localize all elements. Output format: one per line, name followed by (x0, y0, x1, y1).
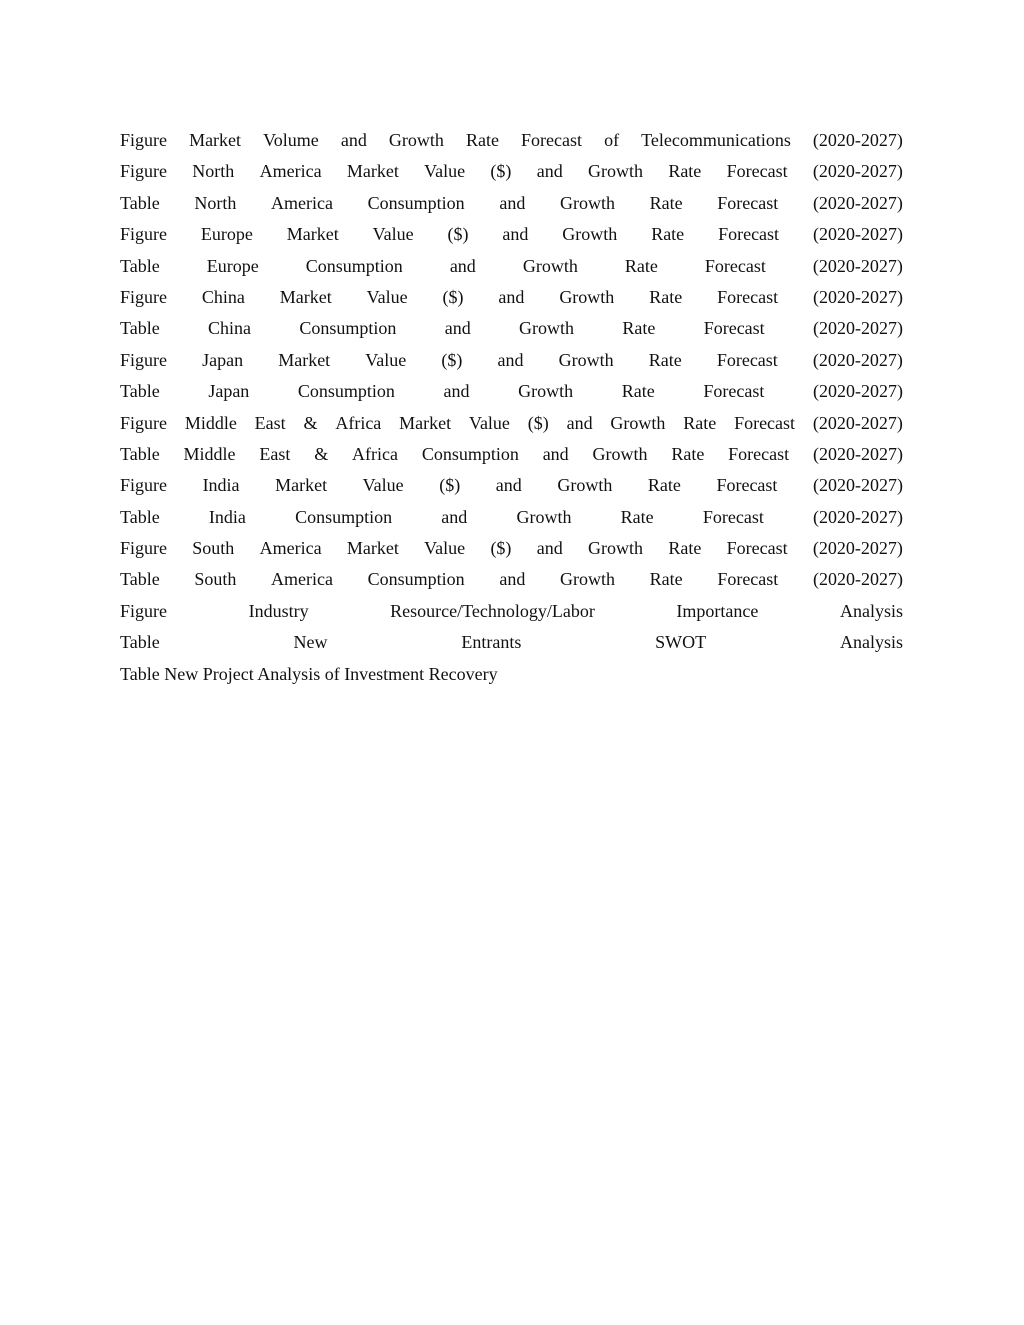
word: Table (120, 318, 160, 339)
word: Market (399, 412, 452, 433)
word: (2020-2027) (812, 569, 903, 590)
word: Figure (120, 161, 167, 182)
word: and (444, 318, 471, 339)
word: (2020-2027) (812, 381, 903, 402)
word: Rate (648, 349, 682, 370)
word: Market (346, 538, 399, 559)
list-item (120, 156, 903, 187)
word: Rate (621, 381, 655, 402)
word: Value (424, 538, 466, 559)
list-item (120, 219, 903, 250)
list-item (120, 470, 903, 501)
word: China (208, 318, 252, 339)
word: Entrants (461, 632, 522, 653)
word: Figure (120, 224, 167, 245)
word: Market (279, 286, 332, 307)
word: and (449, 255, 476, 276)
word: Europe (200, 224, 253, 245)
word: Growth (588, 161, 644, 182)
word: Growth (388, 130, 444, 150)
word: Industry (248, 600, 309, 621)
word: and (542, 443, 569, 464)
list-item (120, 439, 903, 470)
word: Africa (335, 412, 382, 433)
word: Consumption (299, 318, 397, 339)
word: Market (275, 475, 328, 496)
list-item (120, 596, 903, 627)
word: Growth (558, 349, 614, 370)
word: (2020-2027) (813, 475, 903, 496)
list-item (120, 345, 903, 376)
word: Forecast (717, 286, 779, 307)
word: Forecast (703, 381, 765, 402)
word: Table (120, 381, 160, 402)
word: Volume (263, 130, 319, 150)
word: Growth (519, 318, 575, 339)
list-item (120, 376, 903, 407)
word: (2020-2027) (812, 443, 903, 464)
word: and (536, 538, 563, 559)
word: New (293, 632, 328, 653)
word: Market (278, 349, 331, 370)
word: China (201, 286, 245, 307)
word: Value (424, 161, 466, 182)
list-item (120, 627, 903, 658)
word: Growth (559, 192, 615, 213)
word: Figure (120, 475, 167, 496)
word: Growth (559, 286, 615, 307)
word: Consumption (367, 192, 465, 213)
word: Table (120, 632, 160, 653)
list-item (120, 282, 903, 313)
word: Value (468, 412, 510, 433)
word: (2020-2027) (812, 255, 903, 276)
word: Forecast (717, 192, 779, 213)
word: Rate (668, 161, 702, 182)
word: ($) (447, 224, 469, 245)
word: and (499, 192, 526, 213)
word: and (566, 412, 593, 433)
word: Consumption (367, 569, 465, 590)
word: (2020-2027) (812, 538, 903, 559)
word: Value (372, 224, 414, 245)
word: Growth (588, 538, 644, 559)
word: Figure (120, 349, 167, 370)
word: and (498, 286, 525, 307)
word: (2020-2027) (813, 318, 903, 339)
word: India (202, 475, 240, 496)
word: Middle (183, 443, 236, 464)
word: Value (366, 286, 408, 307)
word: Figure (120, 538, 167, 559)
word: Growth (557, 475, 613, 496)
word: of (604, 130, 620, 150)
word: Forecast (717, 569, 779, 590)
word: Forecast (704, 255, 766, 276)
word: Value (362, 475, 404, 496)
word: (2020-2027) (812, 286, 903, 307)
word: Japan (202, 349, 244, 370)
word: Rate (465, 130, 499, 150)
word: Africa (352, 443, 399, 464)
word: South (194, 569, 237, 590)
word: Resource/Technology/Labor (390, 600, 595, 621)
word: (2020-2027) (812, 412, 903, 433)
word: and (441, 506, 468, 527)
word: and (340, 130, 367, 150)
word: & (314, 443, 329, 464)
word: Table (120, 192, 160, 213)
word: Growth (516, 506, 572, 527)
word: Table (120, 255, 160, 276)
word: Forecast (718, 224, 780, 245)
word: Rate (671, 443, 705, 464)
word: Europe (206, 255, 259, 276)
word: Forecast (728, 443, 790, 464)
list-item (120, 188, 903, 219)
list-item (120, 408, 903, 439)
word: (2020-2027) (812, 192, 903, 213)
word: Rate (649, 286, 683, 307)
word: and (536, 161, 563, 182)
word: Japan (208, 381, 250, 402)
word: East (254, 412, 286, 433)
word: Rate (620, 506, 654, 527)
word: Growth (562, 224, 618, 245)
list-item (120, 125, 903, 156)
word: Rate (649, 192, 683, 213)
word: America (271, 192, 333, 213)
word: North (194, 192, 237, 213)
word: Consumption (305, 255, 403, 276)
list-item (120, 502, 903, 533)
word: and (497, 349, 524, 370)
word: Figure (120, 286, 167, 307)
word: Consumption (295, 506, 393, 527)
word: East (259, 443, 291, 464)
word: Forecast (703, 318, 765, 339)
word: Rate (622, 318, 656, 339)
list-item (120, 533, 903, 564)
word: Forecast (726, 161, 788, 182)
word: ($) (439, 475, 461, 496)
word: ($) (490, 161, 512, 182)
word: Table (120, 506, 160, 527)
word: (2020-2027) (812, 224, 903, 245)
word: and (502, 224, 529, 245)
word: America (259, 161, 322, 182)
word: SWOT (655, 632, 707, 653)
word: (2020-2027) (813, 506, 903, 527)
word: and (499, 569, 526, 590)
list-item (120, 251, 903, 282)
word: Middle (184, 412, 237, 433)
word: & (303, 412, 318, 433)
word: Table (120, 569, 160, 590)
word: Growth (522, 255, 578, 276)
word: India (208, 506, 246, 527)
list-item (120, 564, 903, 595)
word: Market (346, 161, 399, 182)
word: ($) (441, 349, 463, 370)
word: Figure (120, 600, 167, 621)
word: Consumption (297, 381, 395, 402)
word: Rate (683, 412, 717, 433)
word: Forecast (734, 412, 796, 433)
word: Consumption (421, 443, 519, 464)
word: America (259, 538, 322, 559)
word: Growth (592, 443, 648, 464)
word: Rate (647, 475, 681, 496)
word: Rate (624, 255, 658, 276)
word: North (192, 161, 235, 182)
word: Growth (560, 569, 615, 590)
word: Value (365, 349, 407, 370)
word: Forecast (702, 506, 764, 527)
word: Analysis (839, 600, 903, 621)
word: Figure (120, 130, 167, 150)
word: Telecommunications (641, 130, 791, 150)
word: Rate (651, 224, 685, 245)
word: Growth (610, 412, 666, 433)
word: Figure (120, 412, 167, 433)
word: Forecast (716, 349, 778, 370)
word: South (192, 538, 235, 559)
word: (2020-2027) (812, 130, 903, 150)
word: Rate (668, 538, 702, 559)
word: America (271, 569, 334, 590)
word: Market (286, 224, 339, 245)
list-item (120, 313, 903, 344)
word: Forecast (716, 475, 778, 496)
word: ($) (527, 412, 549, 433)
word: Rate (649, 569, 683, 590)
word: (2020-2027) (812, 349, 903, 370)
word: Forecast (726, 538, 788, 559)
word: and (443, 381, 470, 402)
word: Forecast (521, 130, 583, 150)
word: Growth (518, 381, 574, 402)
word: Importance (676, 600, 759, 621)
word: ($) (490, 538, 512, 559)
list-item-last: Table New Project Analysis of Investment Recovery (120, 663, 498, 684)
word: and (495, 475, 522, 496)
figure-table-list (120, 125, 903, 690)
word: Analysis (839, 632, 903, 653)
word: (2020-2027) (812, 161, 903, 182)
word: Market (189, 130, 242, 150)
word: Table (120, 443, 160, 464)
word: ($) (442, 286, 464, 307)
